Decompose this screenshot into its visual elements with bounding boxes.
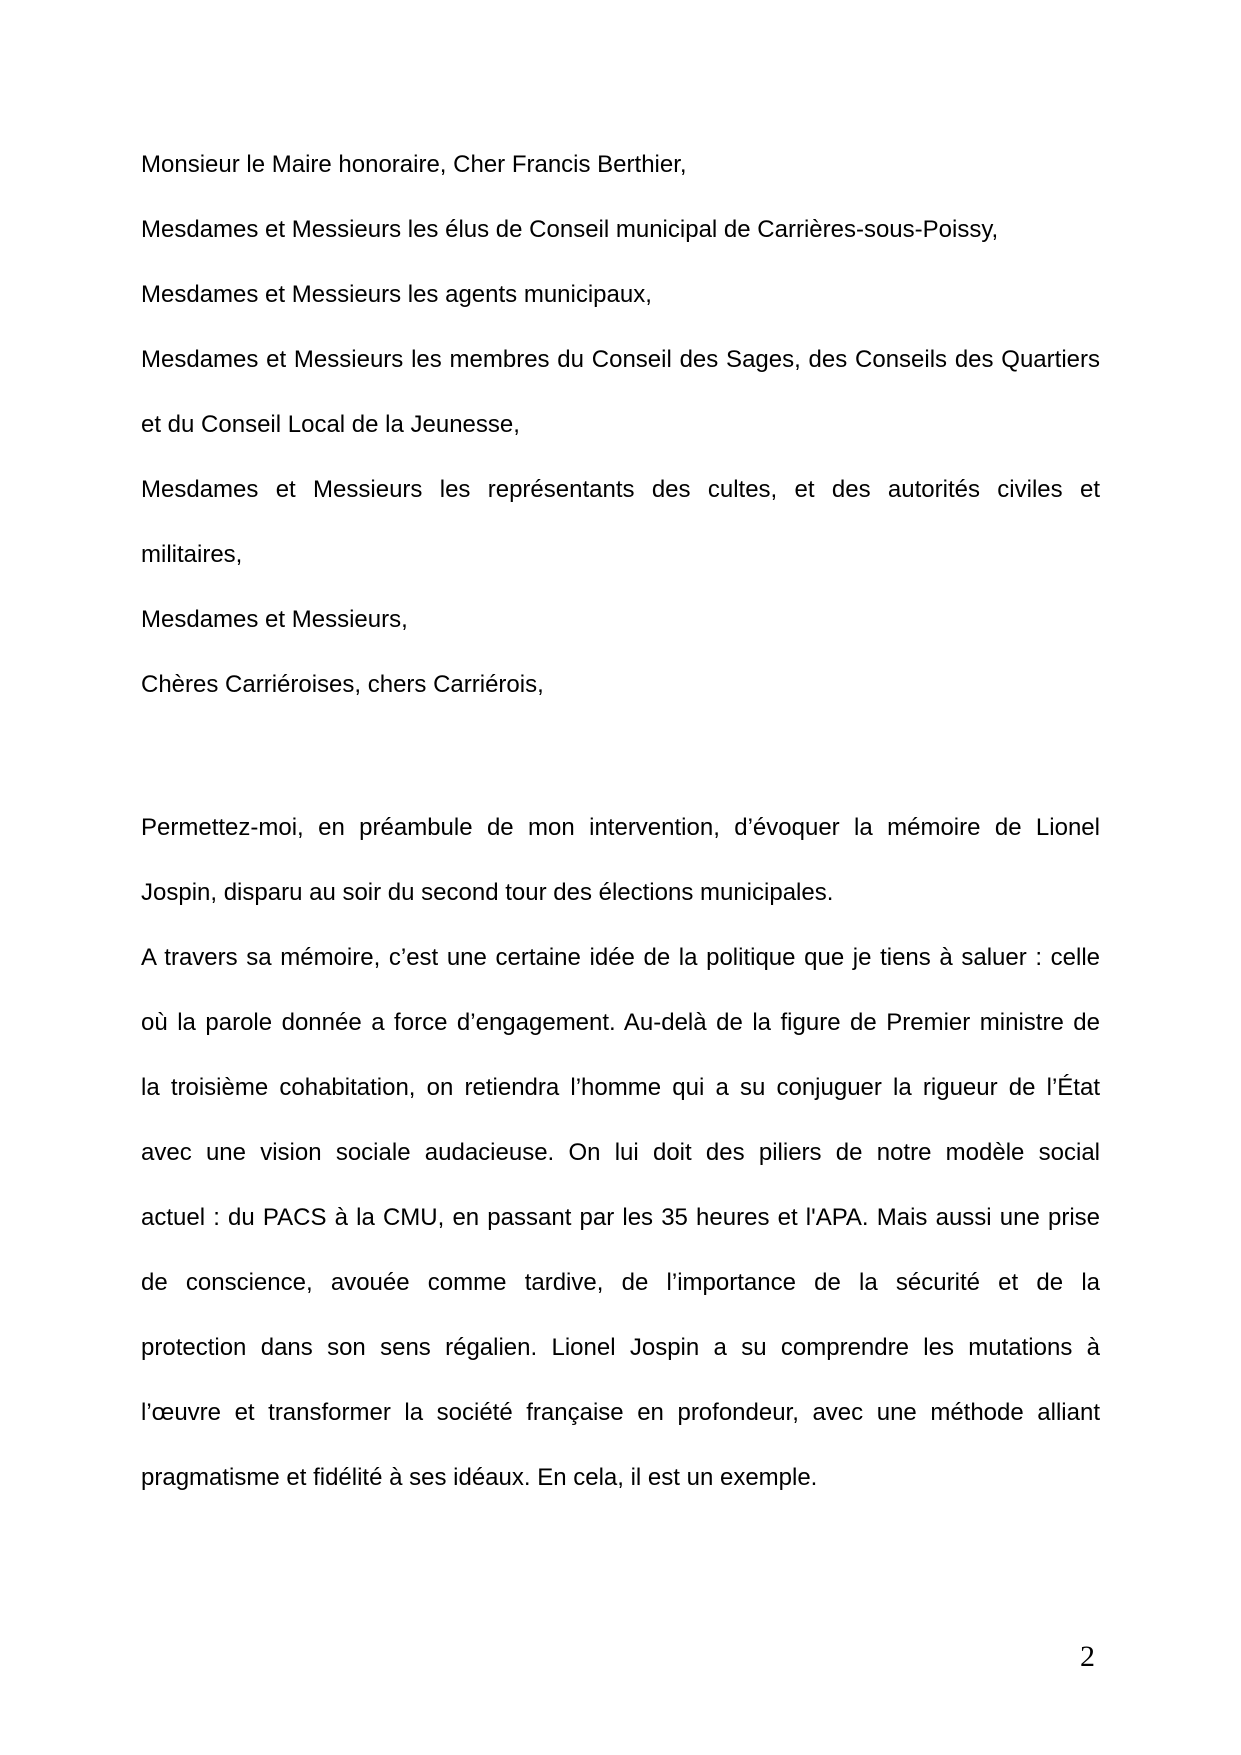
text-line: Mesdames et Messieurs les membres du Conseil des Sages, des Conseils des Quartiers [141,346,1100,373]
text-line: la troisième cohabitation, on retiendra l’homme qui a su conjuguer la rigueur de l’État [141,1074,1100,1101]
text-line: où la parole donnée a force d’engagement. Au-delà de la figure de Premier ministre de [141,1009,1100,1036]
paragraph [141,587,1100,652]
text-line: actuel : du PACS à la CMU, en passant par les 35 heures et l'APA. Mais aussi une prise [141,1204,1100,1231]
text-line: Mesdames et Messieurs, [141,606,408,633]
text-line: de conscience, avouée comme tardive, de l’importance de la sécurité et de la [141,1269,1100,1296]
text-line: Jospin, disparu au soir du second tour des élections municipales. [141,879,834,906]
text-line: Monsieur le Maire honoraire, Cher Francis Berthier, [141,151,687,178]
text-line: pragmatisme et fidélité à ses idéaux. En cela, il est un exemple. [141,1464,818,1491]
paragraph [141,795,1100,925]
text-line: militaires, [141,541,243,568]
text-line: A travers sa mémoire, c’est une certaine idée de la politique que je tiens à saluer : celle [141,944,1100,971]
text-line: l’œuvre et transformer la société française en profondeur, avec une méthode alliant [141,1399,1100,1426]
document-body [141,132,1100,1510]
paragraph [141,925,1100,1510]
text-line: Mesdames et Messieurs les agents municipaux, [141,281,652,308]
text-line: Chères Carriéroises, chers Carriérois, [141,671,544,698]
paragraph [141,262,1100,327]
page-number: 2 [1080,1640,1095,1673]
paragraph-spacer [141,717,1100,795]
text-line: Mesdames et Messieurs les représentants des cultes, et des autorités civiles et [141,476,1100,503]
text-line: Permettez-moi, en préambule de mon intervention, d’évoquer la mémoire de Lionel [141,814,1100,841]
text-line: avec une vision sociale audacieuse. On lui doit des piliers de notre modèle social [141,1139,1100,1166]
paragraph [141,652,1100,717]
text-line: protection dans son sens régalien. Lionel Jospin a su comprendre les mutations à [141,1334,1100,1361]
text-line: et du Conseil Local de la Jeunesse, [141,411,520,438]
text-line: Mesdames et Messieurs les élus de Conseil municipal de Carrières-sous-Poissy, [141,216,999,243]
paragraph [141,327,1100,457]
paragraph [141,197,1100,262]
paragraph [141,457,1100,587]
paragraph [141,132,1100,197]
